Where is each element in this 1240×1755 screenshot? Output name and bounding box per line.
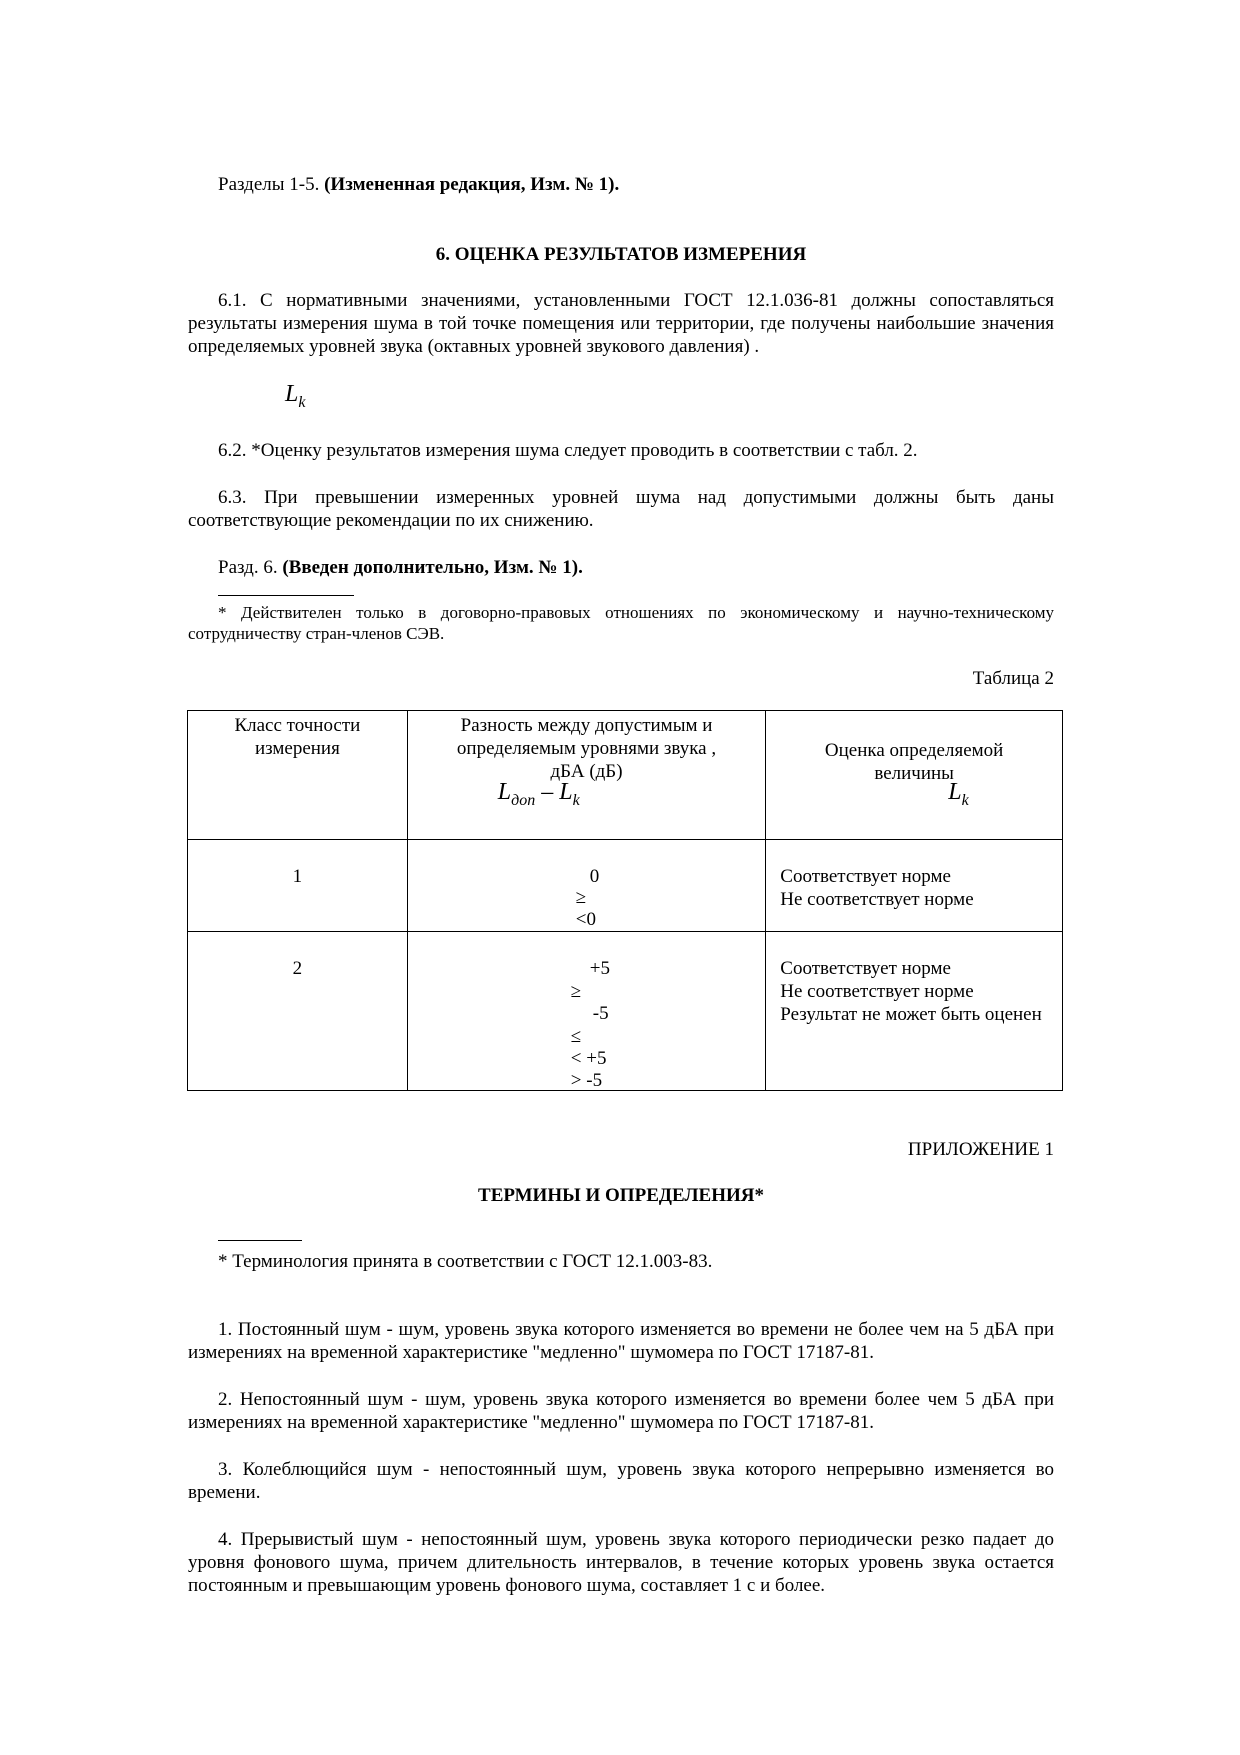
term-item: 1. Постоянный шум - шум, уровень звука которого изменяется во времени не более чем на 5 дБА при измерениях на временной характеристике "медленно" шумомера по ГОСТ 17187-81. [188,1319,1054,1363]
appendix-footnote: * Терминология принята в соответствии с ГОСТ 12.1.003-83. [218,1251,713,1272]
table-row [188,932,1063,1091]
section-6-note: Разд. 6. (Введен дополнительно, Изм. № 1). [218,557,583,578]
row-difference-cell: 0 ≥ <0 [407,840,766,932]
paragraph-6-1: 6.1. С нормативными значениями, установленными ГОСТ 12.1.036-81 должны сопоставляться результаты измерения шума в той точке помещения или территории, где получены наибольшие значения определяемых уровней звука (октавных уровней звукового давления) . [188,290,1054,357]
appendix-heading: ТЕРМИНЫ И ОПРЕДЕЛЕНИЯ* [478,1185,764,1206]
formula-ldop-lk: $L_{доп} - L_k$ [497,779,580,809]
header-evaluation: Оценка определяемой величины $L_k$ [766,711,1063,840]
amendment-bold: (Измененная редакция, Изм. № 1). [324,174,620,195]
table-row [188,840,1063,932]
appendix-footnote-separator [218,1240,302,1241]
term-item: 2. Непостоянный шум - шум, уровень звука которого изменяется во времени более чем 5 дБА при измерениях на временной характеристике "медленно" шумомера по ГОСТ 17187-81. [188,1389,1054,1433]
row-evaluation-cell: Соответствует норме Не соответствует норме Результат не может быть оценен [766,932,1063,1091]
paragraph-6-3: 6.3. При превышении измеренных уровней шума над допустимыми должны быть даны соответствующие рекомендации по их снижению. [188,487,1054,531]
term-item: 3. Колеблющийся шум - непостоянный шум, уровень звука которого непрерывно изменяется во времени. [188,1459,1054,1503]
table-caption: Таблица 2 [972,668,1054,689]
amendment-note [188,173,1054,196]
row-difference-cell: +5 ≥ -5 ≤ < +5 > -5 [407,932,766,1091]
row-class-cell: 2 [188,932,408,1091]
header-difference: Разность между допустимым и определяемым уровнями звука , дБА (дБ) $L_{доп} - L_k$ [407,711,766,840]
table-header-row [188,711,1063,840]
row-evaluation-cell: Соответствует норме Не соответствует норме [766,840,1063,932]
results-table [187,710,1063,1091]
footnote-sev: * Действителен только в договорно-правовых отношениях по экономическому и научно-техническому сотрудничеству стран-членов СЭВ. [188,603,1054,643]
amendment-prefix: Разделы 1-5. [218,174,320,195]
formula-lk-header: $L_k$ [948,779,969,809]
paragraph-6-2: 6.2. *Оценку результатов измерения шума следует проводить в соответствии с табл. 2. [218,440,918,461]
footnote-separator [218,595,354,596]
row-class-cell: 1 [188,840,408,932]
section-heading: 6. ОЦЕНКА РЕЗУЛЬТАТОВ ИЗМЕРЕНИЯ [435,244,807,265]
appendix-label: ПРИЛОЖЕНИЕ 1 [907,1139,1054,1160]
header-accuracy-class: Класс точности измерения [188,711,408,840]
term-item: 4. Прерывистый шум - непостоянный шум, уровень звука которого периодически резко падает до уровня фонового шума, причем длительность интервалов, в течение которых уровень звука остается постоянным и превышающим уровень фонового шума, составляет 1 с и более. [188,1529,1054,1596]
formula-lk: $L_k$ [285,381,306,411]
